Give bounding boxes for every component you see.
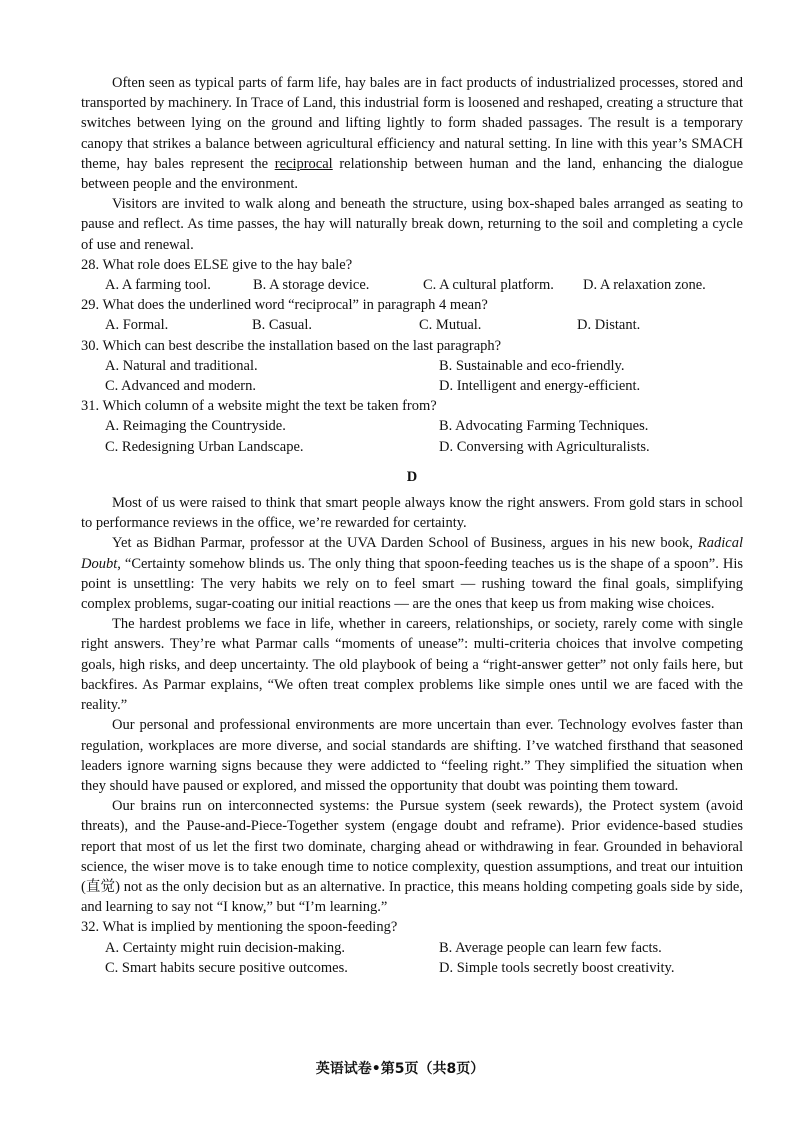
underlined-word-reciprocal: reciprocal: [274, 155, 333, 172]
option-b: B. Average people can learn few facts.: [439, 939, 662, 956]
question-32-options-row-1: [81, 938, 743, 958]
section-d-paragraph-1: Most of us were raised to think that smart people always know the right answers. From gold stars in school to performance reviews in the office, we’re rewarded for certainty.: [81, 495, 743, 532]
option-a: A. Reimaging the Countryside.: [105, 418, 286, 435]
option-c: C. Advanced and modern.: [105, 378, 257, 395]
option-c: C. Mutual.: [419, 317, 482, 334]
option-c: C. Smart habits secure positive outcomes.: [105, 959, 348, 976]
question-29-options: [81, 315, 743, 335]
option-d: D. Distant.: [577, 317, 641, 334]
option-d: D. A relaxation zone.: [583, 277, 706, 294]
page-footer: 英语试卷•第5页（共8页）: [315, 1061, 485, 1077]
passage-c-paragraph-3: Often seen as typical parts of farm life, hay bales are in fact products of industrialized processes, stored and transported by machinery. In Trace of Land, this industrial form is loosened and reshaped, creating a structure that switches between lying on the ground and lifting lightly to form shaded passages. The result is a temporary canopy that strikes a balance between agricultural efficiency and natural setting. In line with this year’s SMACH theme, hay bales represent the reciprocal relationship between human and the land, enhancing the dialogue between people and the environment.: [81, 75, 744, 193]
book-title: Radical Doubt: [81, 535, 743, 572]
question-31-options-row-1: [81, 416, 743, 436]
option-d: D. Simple tools secretly boost creativity.: [439, 959, 675, 976]
option-b: B. Advocating Farming Techniques.: [439, 418, 649, 435]
option-c: C. Redesigning Urban Landscape.: [105, 438, 304, 455]
question-28-stem: 28. What role does ELSE give to the hay bale?: [81, 256, 353, 273]
section-d-paragraph-2: Yet as Bidhan Parmar, professor at the UVA Darden School of Business, argues in his new book, Radical Doubt, “Certainty somehow blinds us. The only thing that spoon-feeding teaches us is the shape of a spoon”. His point is unsettling: The very habits we rely on to feel smart — rushing toward the final goals, simplifying complex problems, sugar-coating our initial reactions — are the ones that keep us from making wise choices.: [81, 535, 743, 613]
option-b: B. A storage device.: [253, 277, 370, 294]
section-d-paragraph-4: Our personal and professional environments are more uncertain than ever. Technology evolves faster than regulation, workplaces are more diverse, and social standards are shifting. I’ve watched firsthand that seasoned leaders ignore warning signs because they were addicted to “feeling right.” They simplified the situation when they should have paused or explored, and missed the opportunity that doubt was pointing them toward.: [81, 717, 743, 794]
option-d: D. Intelligent and energy-efficient.: [439, 378, 641, 395]
option-b: B. Casual.: [252, 317, 313, 334]
question-32-options-row-2: [81, 958, 743, 978]
passage-c-paragraph-4: Visitors are invited to walk along and beneath the structure, using box-shaped bales arranged as seating to pause and reflect. As time passes, the hay will naturally break down, returning to the soil and completing a cycle of use and renewal.: [81, 196, 743, 253]
option-a: A. Natural and traditional.: [105, 357, 258, 374]
section-d-paragraph-5: Our brains run on interconnected systems: the Pursue system (seek rewards), the Protect system (avoid threats), and the Pause-and-Piece-Together system (engage doubt and reframe). Prior evidence-based studies report that most of us let the first two dominate, charging ahead or withdrawing in fear. Grounded in behavioral science, the wiser move is to take enough time to notice complexity, question assumptions, and treat our intuition (直觉) not as the only decision but as an alternative. In practice, this means holding competing goals side by side, and learning to say not “I know,” but “I’m learning.”: [81, 798, 743, 916]
question-31-options-row-2: [81, 437, 743, 457]
option-a: A. A farming tool.: [105, 277, 211, 294]
question-30-options-row-1: [81, 356, 743, 376]
question-32-stem: 32. What is implied by mentioning the spoon-feeding?: [81, 919, 398, 936]
option-b: B. Sustainable and eco-friendly.: [439, 357, 625, 374]
section-d-paragraph-3: The hardest problems we face in life, whether in careers, relationships, or society, rarely come with single right answers. They’re what Parmar calls “moments of unease”: multi-criteria choices that involve competing goals, high risks, and deep uncertainty. The old playbook of being a “right-answer getter” not only fails here, but backfires. As Parmar explains, “We often treat complex problems like simple ones until we are faced with the reality.”: [81, 616, 743, 714]
option-a: A. Formal.: [105, 317, 169, 334]
option-d: D. Conversing with Agriculturalists.: [439, 438, 650, 455]
option-c: C. A cultural platform.: [423, 277, 554, 294]
option-a: A. Certainty might ruin decision-making.: [105, 939, 346, 956]
section-d-heading: D: [406, 468, 418, 485]
question-29-stem: 29. What does the underlined word “reciprocal” in paragraph 4 mean?: [81, 297, 488, 314]
question-30-stem: 30. Which can best describe the installation based on the last paragraph?: [81, 337, 502, 354]
content-column: [81, 73, 743, 978]
question-30-options-row-2: [81, 376, 743, 396]
question-31-stem: 31. Which column of a website might the text be taken from?: [81, 398, 437, 415]
question-28-options: [81, 275, 743, 295]
